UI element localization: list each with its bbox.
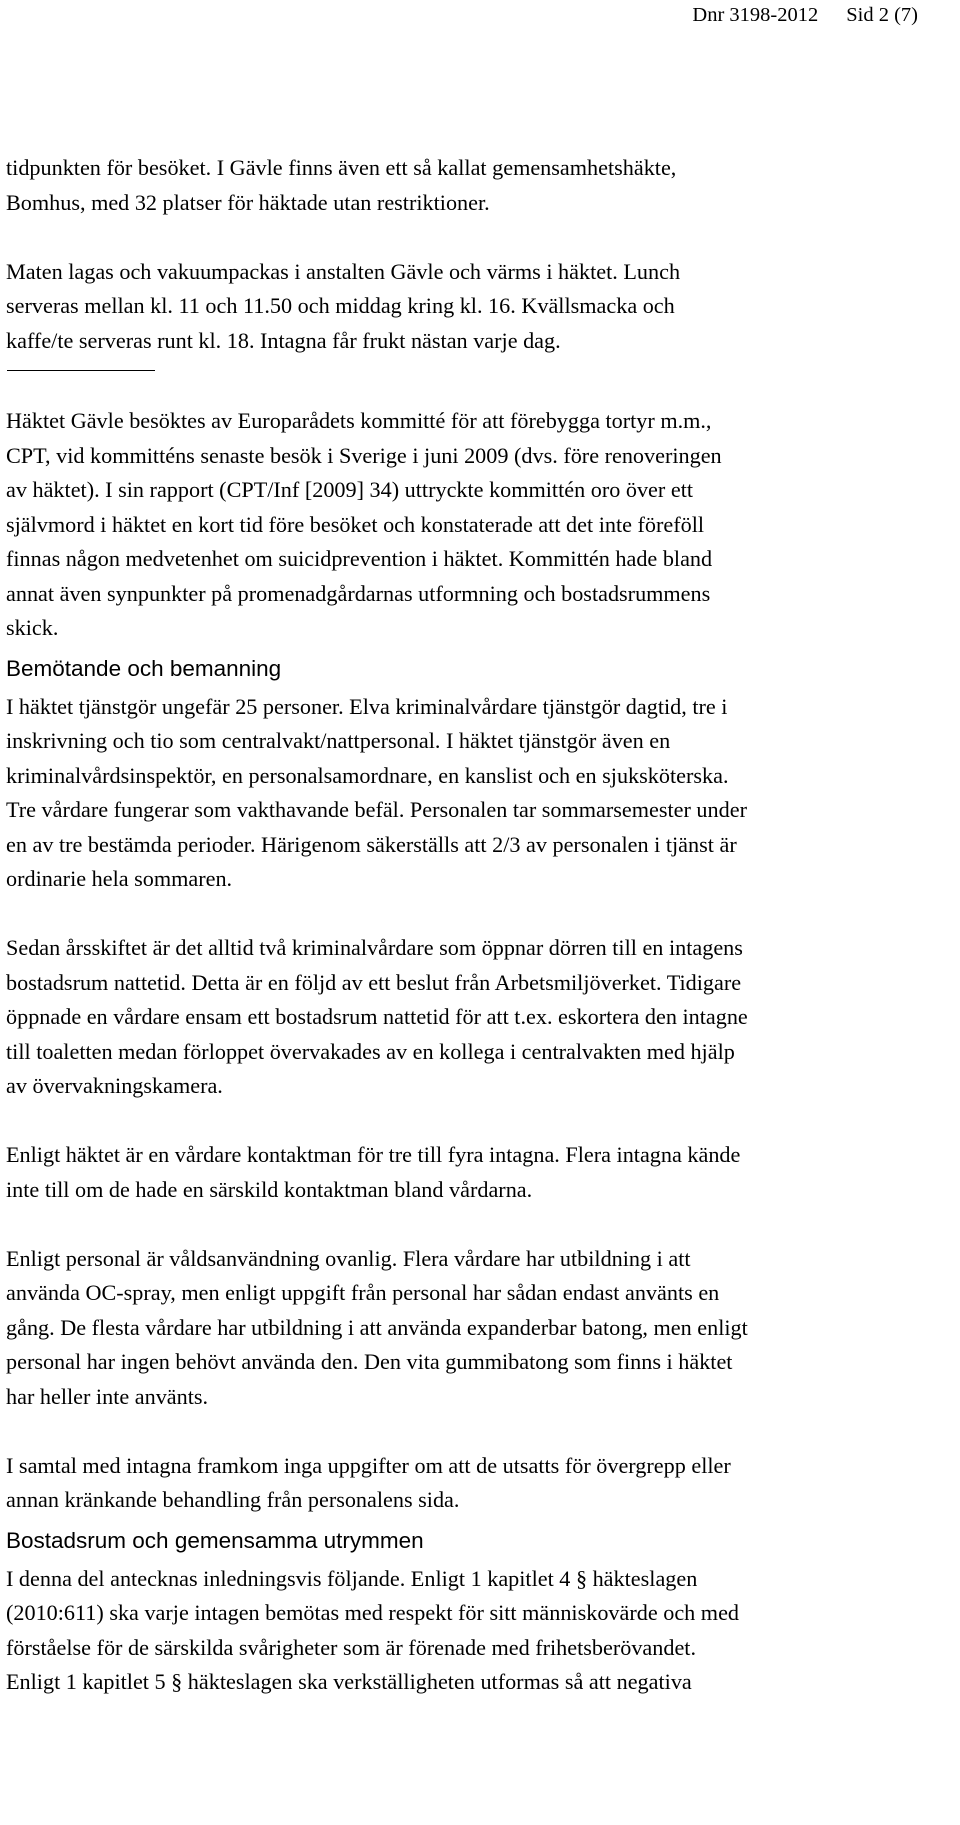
text-line: Häktet Gävle besöktes av Europarådets kommitté för att förebygga tortyr m.m., <box>6 408 712 433</box>
paragraph-personal <box>6 690 946 897</box>
text-line: (2010:611) ska varje intagen bemötas med respekt för sitt människovärde och med <box>6 1600 740 1625</box>
text-line: Tre vårdare fungerar som vakthavande befäl. Personalen tar sommarsemester under <box>6 797 747 822</box>
text-line: ordinarie hela sommaren. <box>6 866 233 891</box>
text-line: av häktet). I sin rapport (CPT/Inf [2009] 34) uttryckte kommittén oro över ett <box>6 477 694 502</box>
text-line: annat även synpunkter på promenadgårdarnas utformning och bostadsrummens <box>6 580 711 606</box>
section-heading-bostadsrum: Bostadsrum och gemensamma utrymmen <box>6 1527 424 1553</box>
text-line: serveras mellan kl. 11 och 11.50 och middag kring kl. 16. Kvällsmacka och <box>6 293 675 318</box>
text-line: Sedan årsskiftet är det alltid två kriminalvårdare som öppnar dörren till en intagens <box>6 935 743 960</box>
text-line: finnas någon medvetenhet om suicidprevention i häktet. Kommittén hade bland <box>6 546 713 571</box>
text-line: I denna del antecknas inledningsvis följande. Enligt 1 kapitlet 4 § häkteslagen <box>6 1565 698 1591</box>
text-line: bostadsrum nattetid. Detta är en följd av ett beslut från Arbetsmiljöverket. Tidigare <box>6 969 742 995</box>
text-line: gång. De flesta vårdare har utbildning i att använda expanderbar batong, men enligt <box>6 1314 748 1340</box>
page-header <box>692 0 918 30</box>
paragraph-cpt <box>6 404 946 646</box>
text-line: personal har ingen behövt använda den. Den vita gummibatong som finns i häktet <box>6 1349 733 1374</box>
paragraph-maten <box>6 255 946 359</box>
text-line: förståelse för de särskilda svårigheter som är förenade med frihetsberövandet. <box>6 1634 697 1660</box>
text-line: till toaletten medan förloppet övervakades av en kollega i centralvakten med hjälp <box>6 1038 735 1064</box>
text-line: Maten lagas och vakuumpackas i anstalten Gävle och värms i häktet. Lunch <box>6 258 681 284</box>
text-line: inte till om de hade en särskild kontaktman bland vårdarna. <box>6 1176 533 1202</box>
text-line: skick. <box>6 615 59 640</box>
paragraph-kontaktman <box>6 1138 946 1207</box>
text-line: I häktet tjänstgör ungefär 25 personer. Elva kriminalvårdare tjänstgör dagtid, tre i <box>6 693 728 719</box>
footnote-separator <box>7 370 155 371</box>
text-line: Enligt 1 kapitlet 5 § häkteslagen ska verkställigheten utformas så att negativa <box>6 1669 692 1694</box>
paragraph-samtal <box>6 1449 946 1518</box>
paragraph-gemensamhetshakte <box>6 151 946 220</box>
text-line: Enligt häktet är en vårdare kontaktman för tre till fyra intagna. Flera intagna kände <box>6 1142 741 1167</box>
text-line: CPT, vid kommitténs senaste besök i Sverige i juni 2009 (dvs. före renoveringen <box>6 442 722 468</box>
text-line: självmord i häktet en kort tid före besöket och konstaterade att det inte föreföll <box>6 511 705 537</box>
text-line: öppnade en vårdare ensam ett bostadsrum nattetid för att t.ex. eskortera den intagne <box>6 1004 748 1029</box>
document-body <box>6 151 946 1700</box>
text-line: av övervakningskamera. <box>6 1073 223 1098</box>
page-number: Sid 2 (7) <box>846 4 918 26</box>
paragraph-valdsanvandning <box>6 1242 946 1415</box>
paragraph-hakteslagen <box>6 1562 946 1700</box>
text-line: använda OC-spray, men enligt uppgift från personal har sådan endast använts en <box>6 1280 720 1305</box>
text-line: en av tre bestämda perioder. Härigenom säkerställs att 2/3 av personalen i tjänst är <box>6 831 737 857</box>
section-heading-bemotande: Bemötande och bemanning <box>6 655 282 681</box>
text-line: annan kränkande behandling från personalens sida. <box>6 1487 460 1512</box>
text-line: inskrivning och tio som centralvakt/nattpersonal. I häktet tjänstgör även en <box>6 728 671 753</box>
text-line: kriminalvårdsinspektör, en personalsamordnare, en kanslist och en sjuksköterska. <box>6 762 729 788</box>
text-line: tidpunkten för besöket. I Gävle finns även ett så kallat gemensamhetshäkte, <box>6 155 677 180</box>
document-number: Dnr 3198-2012 <box>692 4 819 26</box>
text-line: kaffe/te serveras runt kl. 18. Intagna får frukt nästan varje dag. <box>6 327 561 353</box>
text-line: har heller inte använts. <box>6 1383 209 1409</box>
paragraph-arsskiftet <box>6 931 946 1104</box>
text-line: I samtal med intagna framkom inga uppgifter om att de utsatts för övergrepp eller <box>6 1452 731 1478</box>
text-line: Enligt personal är våldsanvändning ovanlig. Flera vårdare har utbildning i att <box>6 1245 691 1271</box>
text-line: Bomhus, med 32 platser för häktade utan restriktioner. <box>6 189 490 215</box>
